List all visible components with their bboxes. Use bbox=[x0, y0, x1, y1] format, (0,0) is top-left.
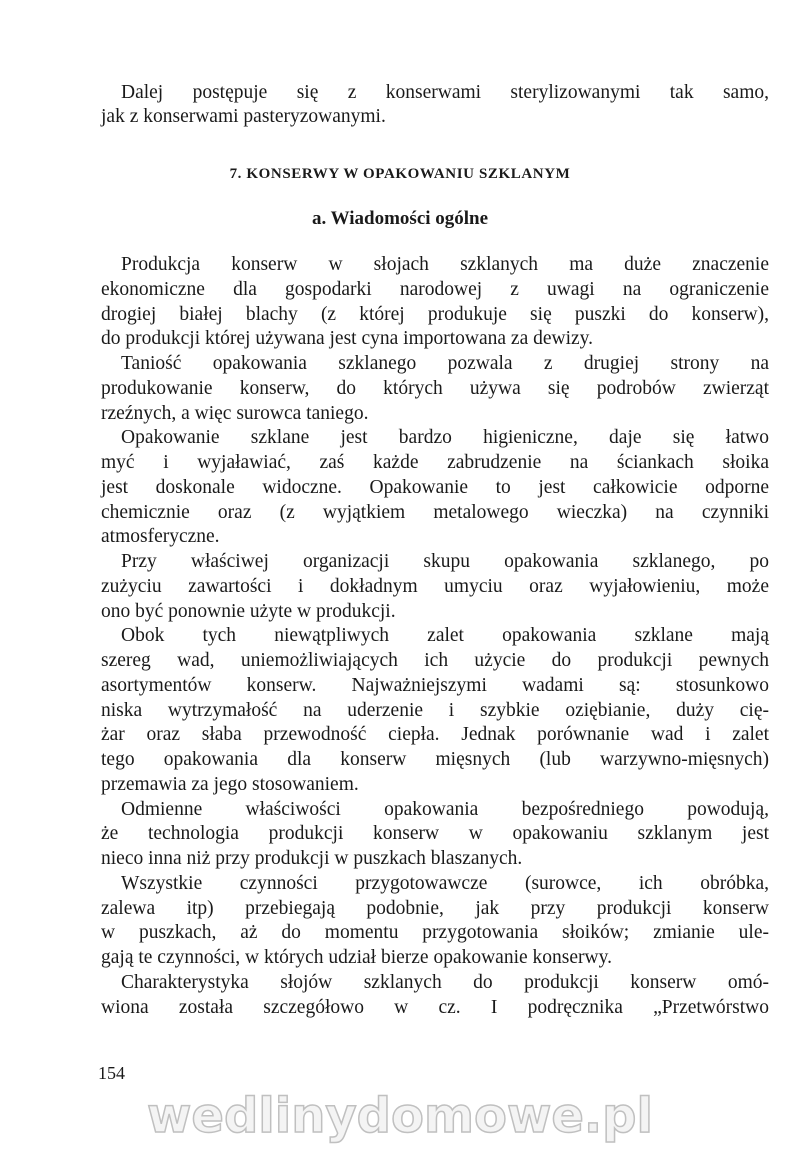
text-line: chemicznie oraz (z wyjątkiem metalowego wieczka) na czynniki bbox=[101, 501, 769, 523]
text-line: Opakowanie szklane jest bardzo higieniczne, daje się łatwo bbox=[121, 427, 769, 449]
text-line: produkowanie konserw, do których używa się podrobów zwierząt bbox=[101, 377, 769, 399]
text-line: Wszystkie czynności przygotowawcze (surowce, ich obróbka, bbox=[121, 872, 769, 894]
text-line: Taniość opakowania szklanego pozwala z drugiej strony na bbox=[121, 353, 769, 374]
text-line: tego opakowania dla konserw mięsnych (lub warzywno-mięsnych) bbox=[101, 749, 769, 770]
text-line: przemawia za jego stosowaniem. bbox=[101, 773, 359, 795]
text-line: niska wytrzymałość na uderzenie i szybkie oziębianie, duży cię- bbox=[101, 699, 769, 721]
footer-watermark: wedlinydomowe.pl bbox=[147, 1088, 653, 1144]
text-line: atmosferyczne. bbox=[101, 526, 220, 548]
text-line: Produkcja konserw w słojach szklanych ma duże znaczenie bbox=[121, 254, 769, 275]
text-line: zalewa itp) przebiegają podobnie, jak przy produkcji konserw bbox=[101, 897, 769, 919]
text-line: Odmienne właściwości opakowania bezpośredniego powodują, bbox=[121, 798, 769, 820]
text-line: żar oraz słaba przewodność ciepła. Jednak porównanie wad i zalet bbox=[101, 724, 769, 746]
text-line: rzeźnych, a więc surowca taniego. bbox=[101, 402, 369, 424]
text-line: drogiej białej blachy (z której produkuje się puszki do konserw), bbox=[101, 303, 769, 325]
text-line: Przy właściwej organizacji skupu opakowania szklanego, po bbox=[121, 551, 769, 572]
text-line: że technologia produkcji konserw w opakowaniu szklanym jest bbox=[101, 823, 769, 845]
text-line: szereg wad, uniemożliwiających ich użycie do produkcji pewnych bbox=[101, 650, 769, 671]
text-line: Obok tych niewątpliwych zalet opakowania szklane mają bbox=[121, 625, 769, 647]
text-line: Charakterystyka słojów szklanych do produkcji konserw omó- bbox=[121, 971, 769, 993]
text-line: jak z konserwami pasteryzowanymi. bbox=[101, 106, 386, 127]
text-line: w puszkach, aż do momentu przygotowania słoików; zmianie ule- bbox=[101, 922, 769, 944]
text-line: wiona została szczegółowo w cz. I podręcznika „Przetwórstwo bbox=[101, 996, 769, 1018]
text-line: ono być ponownie użyte w produkcji. bbox=[101, 600, 396, 622]
text-line: do produkcji której używana jest cyna importowana za dewizy. bbox=[101, 328, 594, 350]
page-number: 154 bbox=[98, 1063, 125, 1083]
text-line: myć i wyjaławiać, zaś każde zabrudzenie na ściankach słoika bbox=[101, 452, 769, 473]
text-line: asortymentów konserw. Najważniejszymi wadami są: stosunkowo bbox=[101, 674, 769, 696]
subsection-heading: a. Wiadomości ogólne bbox=[311, 208, 489, 229]
section-heading: 7. KONSERWY W OPAKOWANIU SZKLANYM bbox=[229, 166, 571, 182]
text-line: nieco inna niż przy produkcji w puszkach blaszanych. bbox=[101, 848, 523, 869]
text-line: jest doskonale widoczne. Opakowanie to jest całkowicie odporne bbox=[101, 476, 769, 498]
text-line: Dalej postępuje się z konserwami sterylizowanymi tak samo, bbox=[121, 82, 769, 103]
text-line: gają te czynności, w których udział bierze opakowanie konserwy. bbox=[101, 947, 612, 968]
text-line: ekonomiczne dla gospodarki narodowej z uwagi na ograniczenie bbox=[101, 278, 769, 300]
text-line: zużyciu zawartości i dokładnym umyciu oraz wyjałowieniu, może bbox=[101, 575, 769, 597]
